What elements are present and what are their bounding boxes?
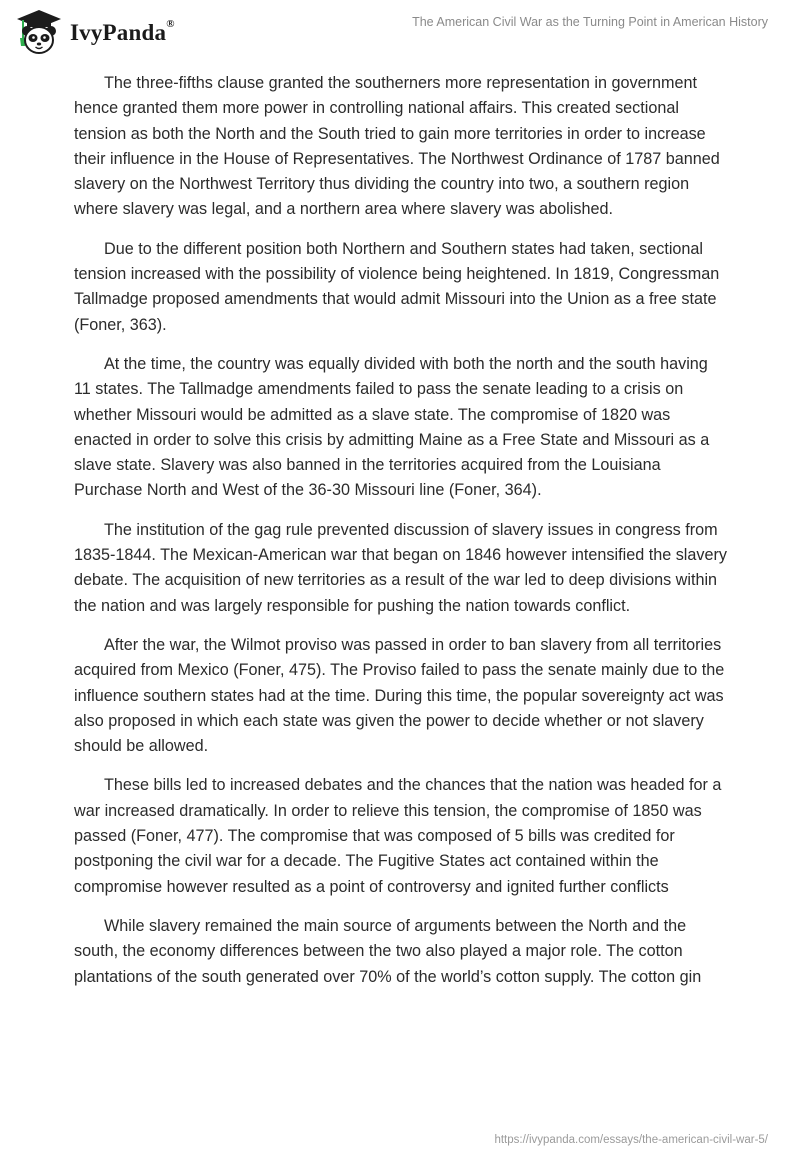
paragraph: At the time, the country was equally divided with both the north and the south having 11 states. The Tallmadge amendments failed to pass the senate leading to a crisis on whether Missouri would be admitted as a slave state. The compromise of 1820 was enacted in order to solve this crisis by admitting Maine as a Free State and Missouri as a slave state. Slavery was also banned in the territories acquired from the Louisiana Purchase North and West of the 36-30 Missouri line (Foner, 364). bbox=[74, 354, 710, 500]
paragraph: After the war, the Wilmot proviso was passed in order to ban slavery from all territories acquired from Mexico (Foner, 475). The Proviso failed to pass the senate mainly due to the influence southern states had at the time. During this time, the popular sovereignty act was also proposed in which each state was given the power to decide whether or not slavery should be allowed. bbox=[74, 635, 725, 756]
running-title: The American Civil War as the Turning Point in American History bbox=[412, 15, 768, 29]
paragraph: The three-fifths clause granted the southerners more representation in government hence granted them more power in controlling national affairs. This created sectional tension as both the North and the South tried to gain more territories in order to increase their influence in the House of Representatives. The Northwest Ordinance of 1787 banned slavery on the Northwest Territory thus dividing the country into two, a southern region where slavery was legal, and a northern area where slavery was abolished. bbox=[74, 74, 720, 219]
ivypanda-logo[interactable] bbox=[14, 8, 175, 56]
registered-mark: ® bbox=[166, 18, 175, 31]
panda-graduate-icon bbox=[14, 8, 64, 56]
paragraph: Due to the different position both Northern and Southern states had taken, sectional tension increased with the possibility of violence being heightened. In 1819, Congressman Tallmadge proposed amendments that would admit Missouri into the Union as a free state (Foner, 363). bbox=[74, 239, 720, 334]
logo-wordmark bbox=[70, 20, 175, 46]
paragraph: These bills led to increased debates and the chances that the nation was headed for a war increased dramatically. In order to relieve this tension, the compromise of 1850 was passed (Foner, 477). The compromise that was composed of 5 bills was credited for postponing the civil war for a decade. The Fugitive States act contained within the compromise however resulted as a point of controversy and ignited further conflicts bbox=[74, 776, 722, 896]
paragraph: The institution of the gag rule prevented discussion of slavery issues in congress from 1835-1844. The Mexican-American war that began on 1846 however intensified the slavery debate. The acquisition of new territories as a result of the war led to deep divisions within the nation and was largely responsible for pushing the nation towards conflict. bbox=[74, 520, 727, 615]
paragraph: While slavery remained the main source of arguments between the North and the south, the economy differences between the two also played a major role. The cotton plantations of the south generated over 70% of the world’s cotton supply. The cotton gin bbox=[74, 916, 702, 986]
essay-body bbox=[74, 71, 728, 1004]
source-url-link[interactable]: https://ivypanda.com/essays/the-american-civil-war-5/ bbox=[494, 1134, 768, 1146]
logo-name: IvyPanda bbox=[70, 20, 167, 45]
page-header bbox=[0, 0, 800, 60]
